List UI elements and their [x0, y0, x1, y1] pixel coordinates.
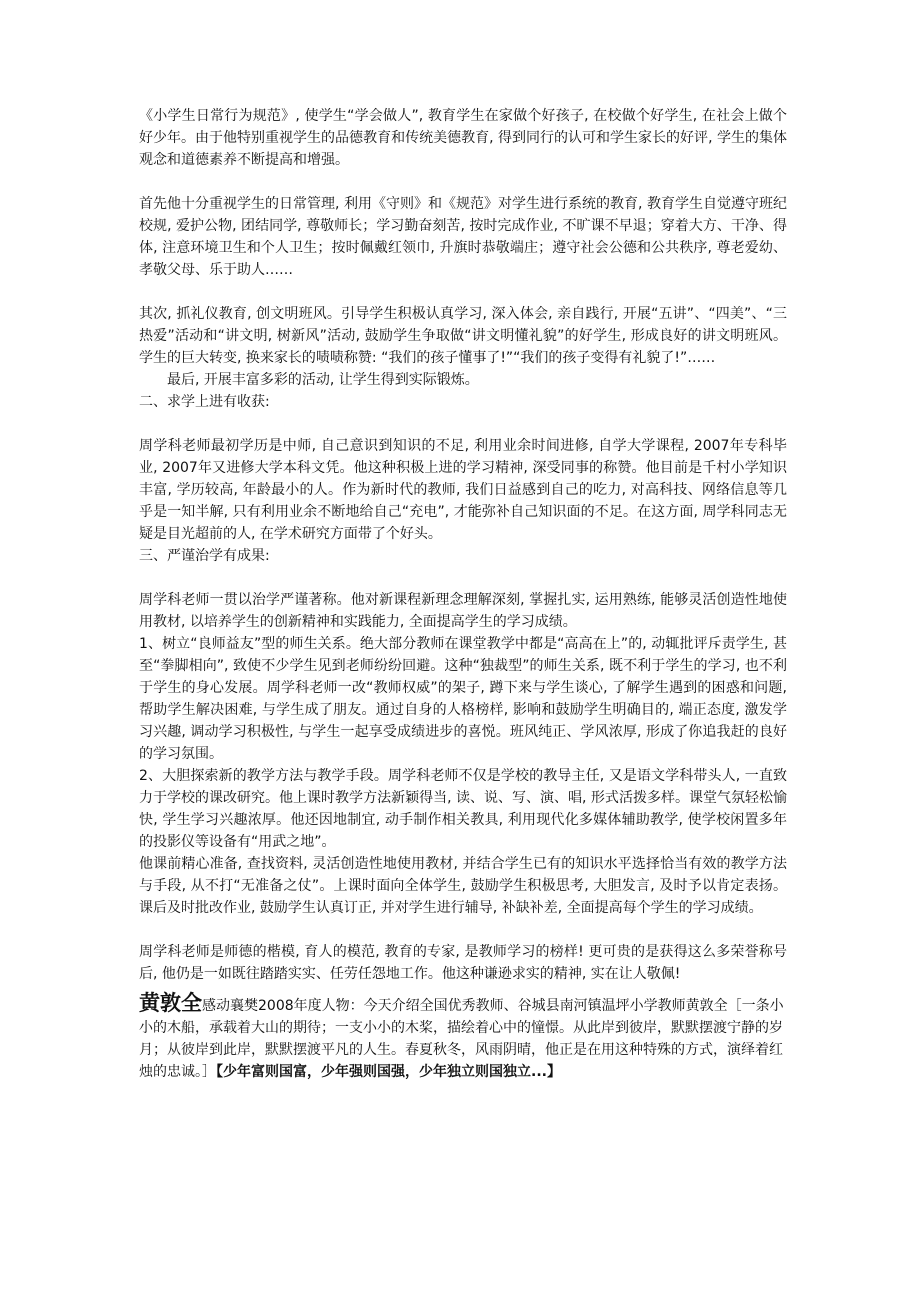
paragraph-rigorous-teaching: 周学科老师一贯以治学严谨著称。他对新课程新理念理解深刻, 掌握扎实, 运用熟练, 能够灵活创造性地使用教材, 以培养学生的创新精神和实践能力, 全面提高学生的学习成绩。 [139, 592, 787, 630]
feature-bold-tail: 【少年富则国富，少年强则国强，少年独立则国独立...】 [216, 1064, 561, 1080]
feature-name: 黄敦全 [139, 991, 202, 1015]
section-heading-research: 三、严谨治学有成果: [139, 548, 270, 564]
paragraph-daily-management: 首先他十分重视学生的日常管理, 利用《守则》和《规范》对学生进行系统的教育, 教育学生自觉遵守班纪校规, 爱护公物, 团结同学, 尊敬师长；学习勤奋刻苦, 按时完成作业, 不旷课不早退；穿着大方、干净、得体, 注意环境卫生和个人卫生；按时佩戴红领巾, 升旗时恭敬端庄；遵守社会公德和公共秩序, 尊老爱幼、孝敬父母、乐于助人…… [139, 196, 787, 278]
paragraph-teacher-student-relationship: 1、树立“良师益友”型的师生关系。绝大部分教师在课堂教学中都是“高高在上”的, 动辄批评斥责学生, 甚至“拳脚相向”, 致使不少学生见到老师纷纷回避。这种“独裁型”的师生关系, 既不利于学生的学习, 也不利于学生的身心发展。周学科老师一改“教师权威”的架子, 蹲下来与学生谈心, 了解学生遇到的困惑和问题, 帮助学生解决困难, 与学生成了朋友。通过自身的人格榜样, 影响和鼓励学生明确目的, 端正态度, 激发学习兴趣, 调动学习积极性, 与学生一起享受成绩进步的喜悦。班风纯正、学风浓厚, 形成了你追我赶的良好的学习氛围。 [139, 636, 787, 762]
paragraph-activities: 最后, 开展丰富多彩的活动, 让学生得到实际锻炼。 [167, 372, 479, 388]
paragraph-further-study: 周学科老师最初学历是中师, 自己意识到知识的不足, 利用业余时间进修, 自学大学课程, 2007年专科毕业, 2007年又进修大学本科文凭。他这种积极上进的学习精神, 深受同事的称赞。他目前是千村小学知识丰富, 学历较高, 年龄最小的人。作为新时代的教师, 我们日益感到自己的吃力, 对高科技、网络信息等几乎是一知半解, 只有利用业余不断地给自己“充电”, 才能弥补自己知识面的不足。在这方面, 周学科同志无疑是目光超前的人, 在学术研究方面带了个好头。 [139, 438, 787, 542]
document-body [139, 105, 787, 1083]
paragraph-lesson-preparation: 他课前精心准备, 查找资料, 灵活创造性地使用教材, 并结合学生已有的知识水平选择恰当有效的教学方法与手段, 从不打“无准备之仗”。上课时面向全体学生, 鼓励学生积极思考, 大胆发言, 及时予以肯定表扬。课后及时批改作业, 鼓励学生认真订正, 并对学生进行辅导, 补缺补差, 全面提高每个学生的学习成绩。 [139, 856, 787, 916]
paragraph-teaching-methods: 2、大胆探索新的教学方法与教学手段。周学科老师不仅是学校的教导主任, 又是语文学科带头人, 一直致力于学校的课改研究。他上课时教学方法新颖得当, 读、说、写、演、唱, 形式活拨多样。课堂气氛轻松愉快, 学生学习兴趣浓厚。他还因地制宜, 动手制作相关教具, 利用现代化多媒体辅助教学, 使学校闲置多年的投影仪等设备有“用武之地”。 [139, 768, 787, 850]
section-heading-study: 二、求学上进有收获: [139, 394, 270, 410]
paragraph-etiquette-education: 其次, 抓礼仪教育, 创文明班风。引导学生积极认真学习, 深入体会, 亲自践行, 开展“五讲”、“四美”、“三热爱”活动和“讲文明, 树新风”活动, 鼓励学生争取做“讲文明懂礼貌”的好学生, 形成良好的讲文明班风。学生的巨大转变, 换来家长的啧啧称赞: “我们的孩子懂事了!”“我们的孩子变得有礼貌了!”…… [139, 306, 787, 366]
feature-paragraph [139, 991, 787, 1083]
paragraph-conclusion: 周学科老师是师德的楷模, 育人的模范, 教育的专家, 是教师学习的榜样! 更可贵的是获得这么多荣誉称号后, 他仍是一如既往踏踏实实、任劳任怨地工作。他这种谦逊求实的精神, 实在让人敬佩! [139, 944, 787, 982]
feature-body: 感动襄樊2008年度人物：今天介绍全国优秀教师、谷城县南河镇温坪小学教师黄敦全［一条小小的木船，承载着大山的期待；一支小小的木桨，描绘着心中的憧憬。从此岸到彼岸，默默摆渡宁静的岁月；从彼岸到此岸，默默摆渡平凡的人生。春夏秋冬，风雨阴晴，他正是在用这种特殊的方式，演绎着红烛的忠诚。］ [139, 998, 784, 1080]
paragraph-behavior-norms: 《小学生日常行为规范》, 使学生“学会做人”, 教育学生在家做个好孩子, 在校做个好学生, 在社会上做个好少年。由于他特别重视学生的品德教育和传统美德教育, 得到同行的认可和学生家长的好评, 学生的集体观念和道德素养不断提高和增强。 [139, 108, 787, 168]
